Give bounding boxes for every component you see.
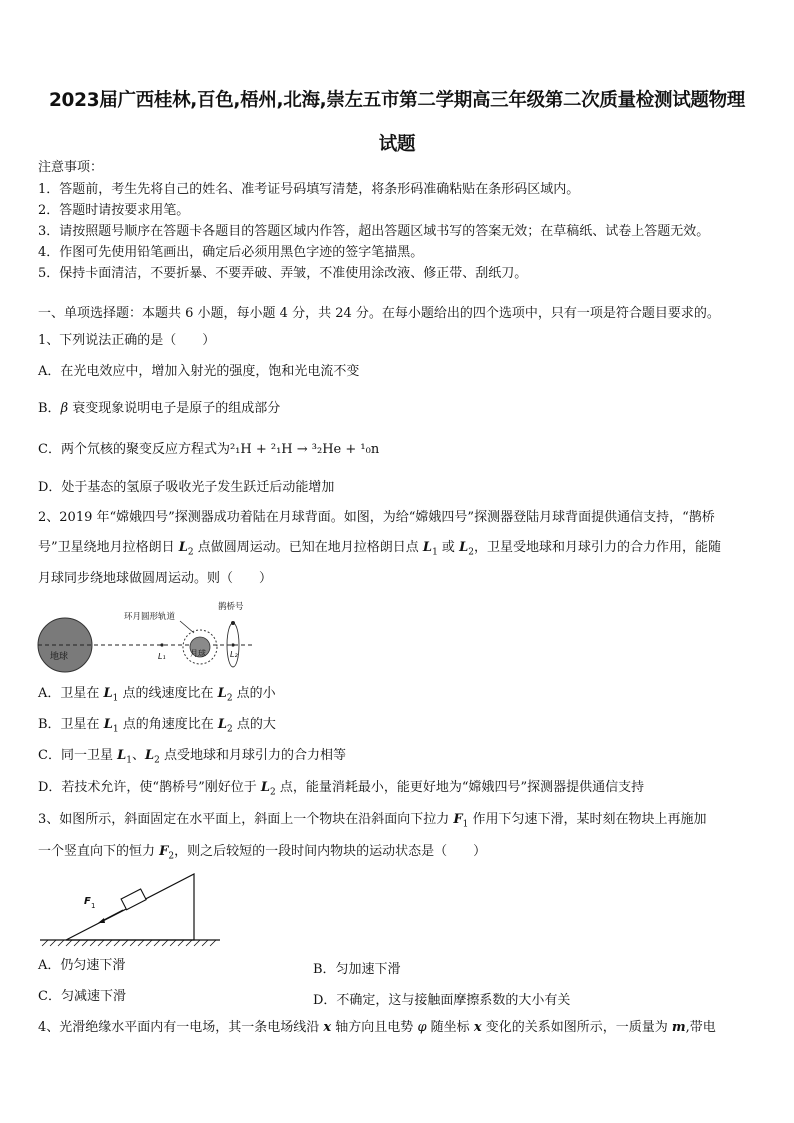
notice-item: 5．保持卡面清洁，不要折暴、不要弄破、弄皱，不准使用涂改液、修正带、刮纸刀。	[38, 266, 528, 281]
fusion-equation: ²₁H + ²₁H → ³₂He + ¹₀n	[229, 442, 380, 457]
exam-title: 2023届广西桂林,百色,梧州,北海,崇左五市第二学期高三年级第二次质量检测试题物理	[48, 90, 745, 111]
notice-item: 1．答题前，考生先将自己的姓名、准考证号码填写清楚，将条形码准确粘贴在条形码区域内。	[38, 182, 580, 197]
f1-label: F	[84, 896, 91, 907]
q2-option-c: C．同一卫星 $L_1$、$L_2$ 点受地球和月球引力的合力相等	[38, 748, 346, 766]
beta-symbol: β	[60, 401, 69, 416]
q1-option-c: C．两个氘核的聚变反应方程式为²₁H + ²₁H → ³₂He + ¹₀n	[38, 442, 380, 457]
q3-option-d: D．不确定，这与接触面摩擦系数的大小有关	[313, 993, 571, 1008]
q3-option-c: C．匀减速下滑	[38, 989, 126, 1004]
queqiao-satellite	[231, 621, 235, 625]
q3-option-a: A．仍匀速下滑	[38, 958, 126, 973]
notice-heading: 注意事项：	[38, 160, 104, 175]
orbit-pointer	[180, 621, 194, 633]
q2-option-a: A．卫星在 $L_1$ 点的线速度比在 $L_2$ 点的小	[38, 686, 276, 704]
l1-label: L₁	[158, 652, 166, 661]
queqiao-label: 鹊桥号	[218, 602, 244, 612]
notice-item: 4．作图可先使用铅笔画出，确定后必须用黑色字迹的签字笔描黑。	[38, 245, 424, 260]
question-4-stem: 4、光滑绝缘水平面内有一电场，其一条电场线沿 x 轴方向且电势 φ 随坐标 x 变化的关系如图所示，一质量为 m,带电	[38, 1020, 716, 1035]
section-intro: 一、单项选择题：本题共 6 小题，每小题 4 分，共 24 分。在每小题给出的四个选项中，只有一项是符合题目要求的。	[38, 306, 720, 321]
q1-option-b: B．β 衰变现象说明电子是原子的组成部分	[38, 401, 281, 416]
orbit-label: 环月圆形轨道	[124, 612, 176, 622]
q1-option-d: D．处于基态的氢原子吸收光子发生跃迁后动能增加	[38, 480, 335, 495]
l1-point	[160, 643, 163, 646]
incline-figure	[38, 868, 228, 948]
q1-option-a: A．在光电效应中，增加入射光的强度，饱和光电流不变	[38, 364, 360, 379]
question-2-stem: 号”卫星绕地月拉格朗日 $L_2$ 点做圆周运动。已知在地月拉格朗日点 $L_1$ 或 $L_2$，卫星受地球和月球引力的合力作用，能随	[38, 540, 721, 558]
earth-label: 地球	[50, 652, 69, 662]
question-3-stem: 一个竖直向下的恒力 $F_2$，则之后较短的一段时间内物块的运动状态是（ ）	[38, 844, 487, 862]
q3-option-b: B．匀加速下滑	[313, 962, 401, 977]
l2-label: L₂	[230, 650, 238, 659]
question-2-stem: 2、2019 年“嫦娥四号”探测器成功着陆在月球背面。如图，为给“嫦娥四号”探测器登陆月球背面提供通信支持，“鹊桥	[38, 510, 715, 525]
notice-item: 2．答题时请按要求用笔。	[38, 203, 190, 218]
question-1-stem: 1、下列说法正确的是（ ）	[38, 333, 216, 348]
q2-option-b: B．卫星在 $L_1$ 点的角速度比在 $L_2$ 点的大	[38, 717, 276, 735]
question-2-stem: 月球同步绕地球做圆周运动。则（ ）	[38, 571, 273, 586]
notice-item: 3．请按照题号顺序在答题卡各题目的答题区域内作答，超出答题区域书写的答案无效；在草稿纸、试卷上答题无效。	[38, 224, 710, 239]
block	[121, 889, 146, 910]
exam-title-continued: 试题	[378, 134, 416, 155]
l2-point	[231, 643, 234, 646]
ground-hatching	[42, 940, 216, 946]
q2-option-d: D．若技术允许，使“鹊桥号”刚好位于 $L_2$ 点，能量消耗最小，能更好地为“嫦娥四号”探测器提供通信支持	[38, 780, 645, 798]
f1-subscript: 1	[91, 902, 96, 910]
question-3-stem: 3、如图所示，斜面固定在水平面上，斜面上一个物块在沿斜面向下拉力 $F_1$ 作用下匀速下滑，某时刻在物块上再施加	[38, 812, 707, 830]
earth-moon-lagrange-figure	[30, 595, 260, 675]
moon-label: 月球	[190, 649, 206, 658]
